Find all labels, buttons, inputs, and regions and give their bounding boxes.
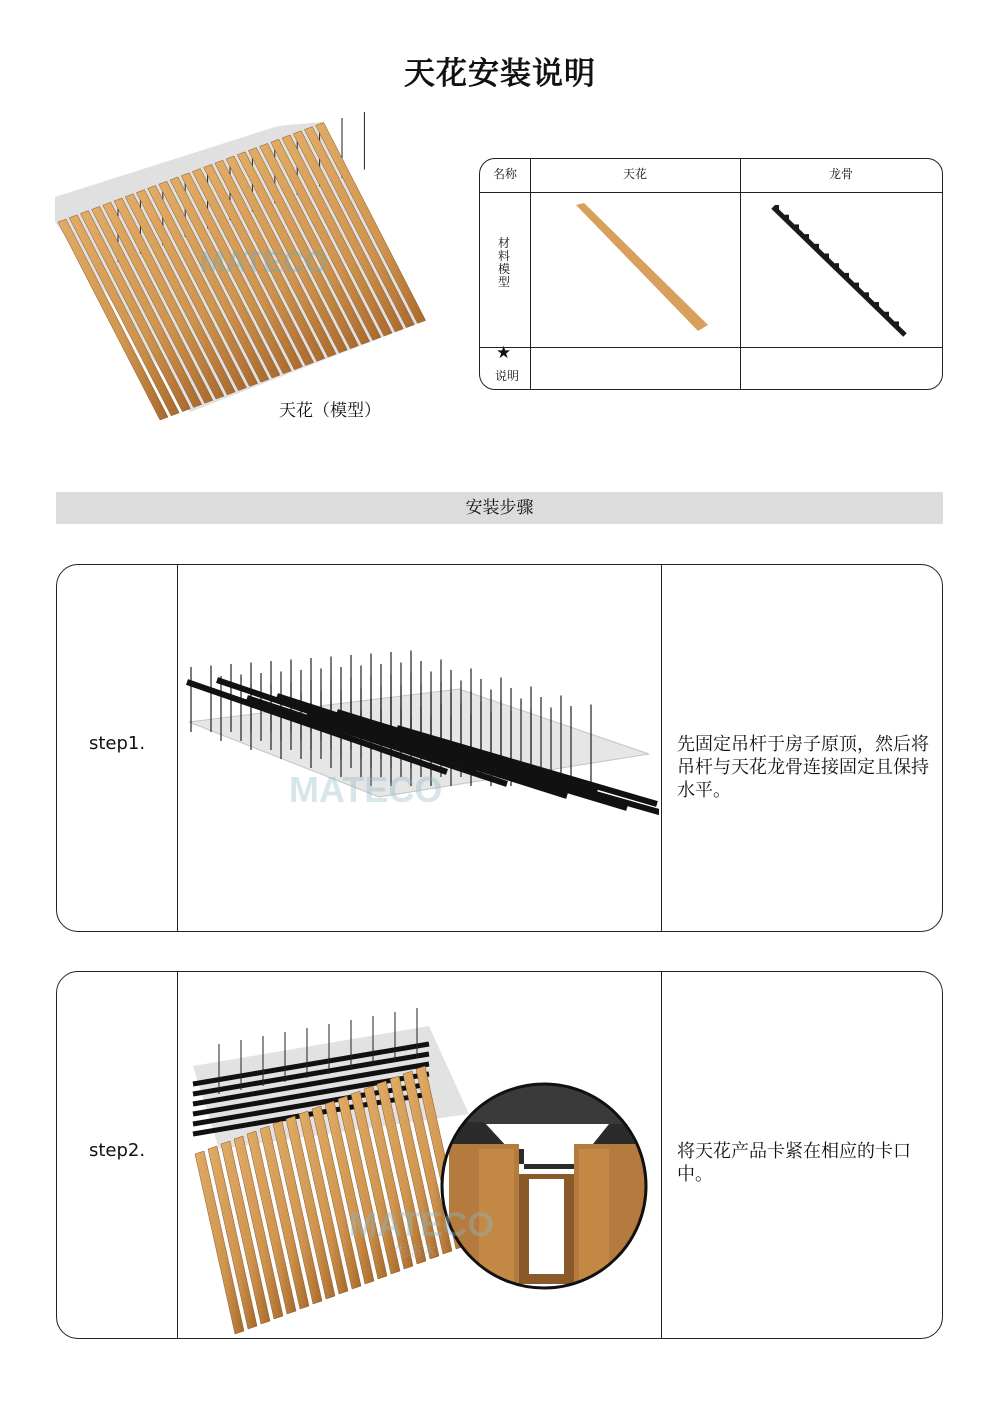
keel-clip [815, 244, 819, 250]
keel-clip [775, 205, 779, 211]
star-icon: ★ [496, 343, 512, 363]
keel-clip [795, 224, 799, 230]
keel-clip [785, 215, 789, 221]
step-2-label: step2. [88, 1140, 146, 1161]
wood-slat-image [570, 199, 720, 339]
ceiling-model-image [40, 112, 450, 432]
step-divider [177, 972, 178, 1338]
keel-clip [825, 254, 829, 260]
watermark-logo: MATECO [200, 246, 328, 279]
table-divider [530, 159, 531, 389]
keel-clip [845, 273, 849, 279]
keel-clip [835, 263, 839, 269]
keel-clip [875, 302, 879, 308]
step-1-card [56, 564, 943, 932]
row-label-material-model: 材料模型 [497, 236, 510, 289]
header-ceiling: 天花 [622, 167, 647, 181]
step-2-description: 将天花产品卡紧在相应的卡口中。 [677, 1141, 911, 1185]
step-2-install-image [179, 974, 659, 1336]
section-header-install-steps: 安装步骤 [56, 492, 943, 524]
step-1-keel-grid-image [179, 567, 659, 929]
watermark-logo: MATECO [349, 1206, 494, 1244]
step-divider [661, 565, 662, 931]
table-divider [740, 159, 741, 389]
keel-clip [805, 234, 809, 240]
keel-clip [855, 283, 859, 289]
hero-caption: 天花（模型） [279, 401, 381, 421]
header-keel: 龙骨 [828, 167, 853, 181]
step-2-card [56, 971, 943, 1339]
step-1-label: step1. [88, 733, 146, 754]
table-divider [480, 347, 942, 348]
step-divider [661, 972, 662, 1338]
page-title: 天花安装说明 [404, 56, 596, 92]
table-divider [480, 192, 942, 193]
keel-clip [885, 312, 889, 318]
materials-table [479, 158, 943, 390]
step-divider [177, 565, 178, 931]
watermark-subtitle: 生态木 [394, 1244, 436, 1260]
header-name: 名称 [492, 167, 517, 181]
keel-clip [895, 321, 899, 327]
watermark-logo: MATECO [289, 769, 443, 810]
step-1-description: 先固定吊杆于房子原顶，然后将吊杆与天花龙骨连接固定且保持水平。 [677, 734, 929, 801]
keel-rail-image [765, 199, 915, 344]
row-label-note: 说明 [494, 369, 519, 383]
keel-clip [865, 292, 869, 298]
